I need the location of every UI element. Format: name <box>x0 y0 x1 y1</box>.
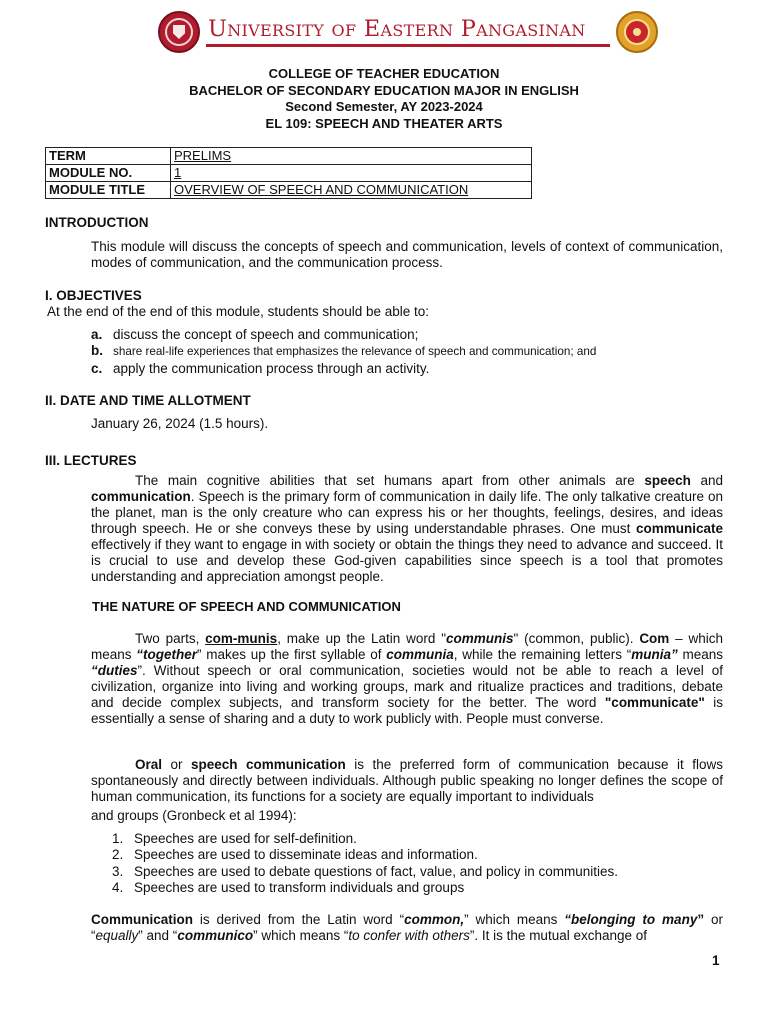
nature-heading: THE NATURE OF SPEECH AND COMMUNICATION <box>92 599 401 614</box>
term-value: PRELIMS <box>174 148 232 163</box>
list-item: 4. Speeches are used to transform individuals and groups <box>112 879 465 895</box>
speech-functions-list <box>112 831 618 896</box>
module-no-label: MODULE NO. <box>46 165 171 182</box>
program-title: BACHELOR OF SECONDARY EDUCATION MAJOR IN ENGLISH <box>189 82 579 98</box>
semester-title: Second Semester, AY 2023-2024 <box>285 99 483 114</box>
list-item: 3. Speeches are used to debate questions of fact, value, and policy in communities. <box>112 863 619 879</box>
letterhead-rule <box>206 44 610 47</box>
lecture-paragraph-1: The main cognitive abilities that set humans apart from other animals are speech and communication. Speech is the primary form of communication in daily life. The only talkative creature on the planet, man is the only creature who can express his or her thoughts, feelings, desires, and ideas through speech. He or she conveys these by using understandable phrases. One must communicate effectively if they want to engage in with society or obtain the things they need to advance and succeed. It is crucial to use and develop these God-given capabilities since speech is a tool that promotes understanding and appreciation amongst people. <box>91 473 723 584</box>
college-title: COLLEGE OF TEACHER EDUCATION <box>268 66 500 81</box>
list-item: 2. Speeches are used to disseminate ideas and information. <box>112 847 478 863</box>
list-item: c. apply the communication process through an activity. <box>91 360 430 376</box>
module-title-label: MODULE TITLE <box>46 182 171 199</box>
module-info-table <box>45 147 532 199</box>
table-row <box>46 165 532 182</box>
objectives-lead: At the end of the end of this module, students should be able to: <box>47 304 430 319</box>
letterhead <box>0 6 768 50</box>
list-item: a. discuss the concept of speech and communication; <box>91 327 419 342</box>
allotment-heading: II. DATE AND TIME ALLOTMENT <box>45 393 251 408</box>
module-no-value: 1 <box>174 165 182 180</box>
table-row <box>46 148 532 165</box>
list-item: b. share real-life experiences that emphasizes the relevance of speech and communication; and <box>91 343 597 359</box>
lecture-paragraph-2: Two parts, com-munis, make up the Latin word "communis" (common, public). Com – which means “together” makes up the first syllable of communia, while the remaining letters “munia” means “duties”. Without speech or oral communication, societies would not be able to reach a level of civilization, organize into living and working groups, mark and ritualize practices and traditions, debate and decide complex subjects, and transform society for the better. The word "communicate" is essentially a sense of sharing and a duty to work publicly with. People must converse. <box>91 631 723 726</box>
university-seal-icon <box>158 11 200 53</box>
introduction-text: This module will discuss the concepts of speech and communication, levels of context of communication, modes of communication, and the communication process. <box>91 239 723 270</box>
page-number: 1 <box>712 953 720 968</box>
term-label: TERM <box>46 148 171 165</box>
list-item: 1. Speeches are used for self-definition. <box>112 831 357 846</box>
lecture-paragraph-4: Communication is derived from the Latin word “common,” which means “belonging to many” or “equally” and “communico” which means “to confer with others”. It is the mutual exchange of <box>91 912 723 943</box>
course-title: EL 109: SPEECH AND THEATER ARTS <box>265 115 503 131</box>
objectives-heading: I. OBJECTIVES <box>45 288 142 303</box>
objectives-list <box>91 327 596 377</box>
module-title-value: OVERVIEW OF SPEECH AND COMMUNICATION <box>174 182 469 197</box>
table-row <box>46 182 532 199</box>
lecture-paragraph-3-continuation: and groups (Gronbeck et al 1994): <box>91 808 297 823</box>
lectures-heading: III. LECTURES <box>45 453 137 468</box>
document-titles <box>0 66 768 132</box>
introduction-heading: INTRODUCTION <box>45 215 149 230</box>
allotment-text: January 26, 2024 (1.5 hours). <box>91 416 269 431</box>
university-name: University of Eastern Pangasinan <box>208 16 586 42</box>
lecture-paragraph-3: Oral or speech communication is the preferred form of communication because it flows spontaneously and directly between individuals. Although public speaking no longer defines the scope of human communication, its functions for a society are equally important to individuals <box>91 757 723 804</box>
college-seal-icon <box>616 11 658 53</box>
